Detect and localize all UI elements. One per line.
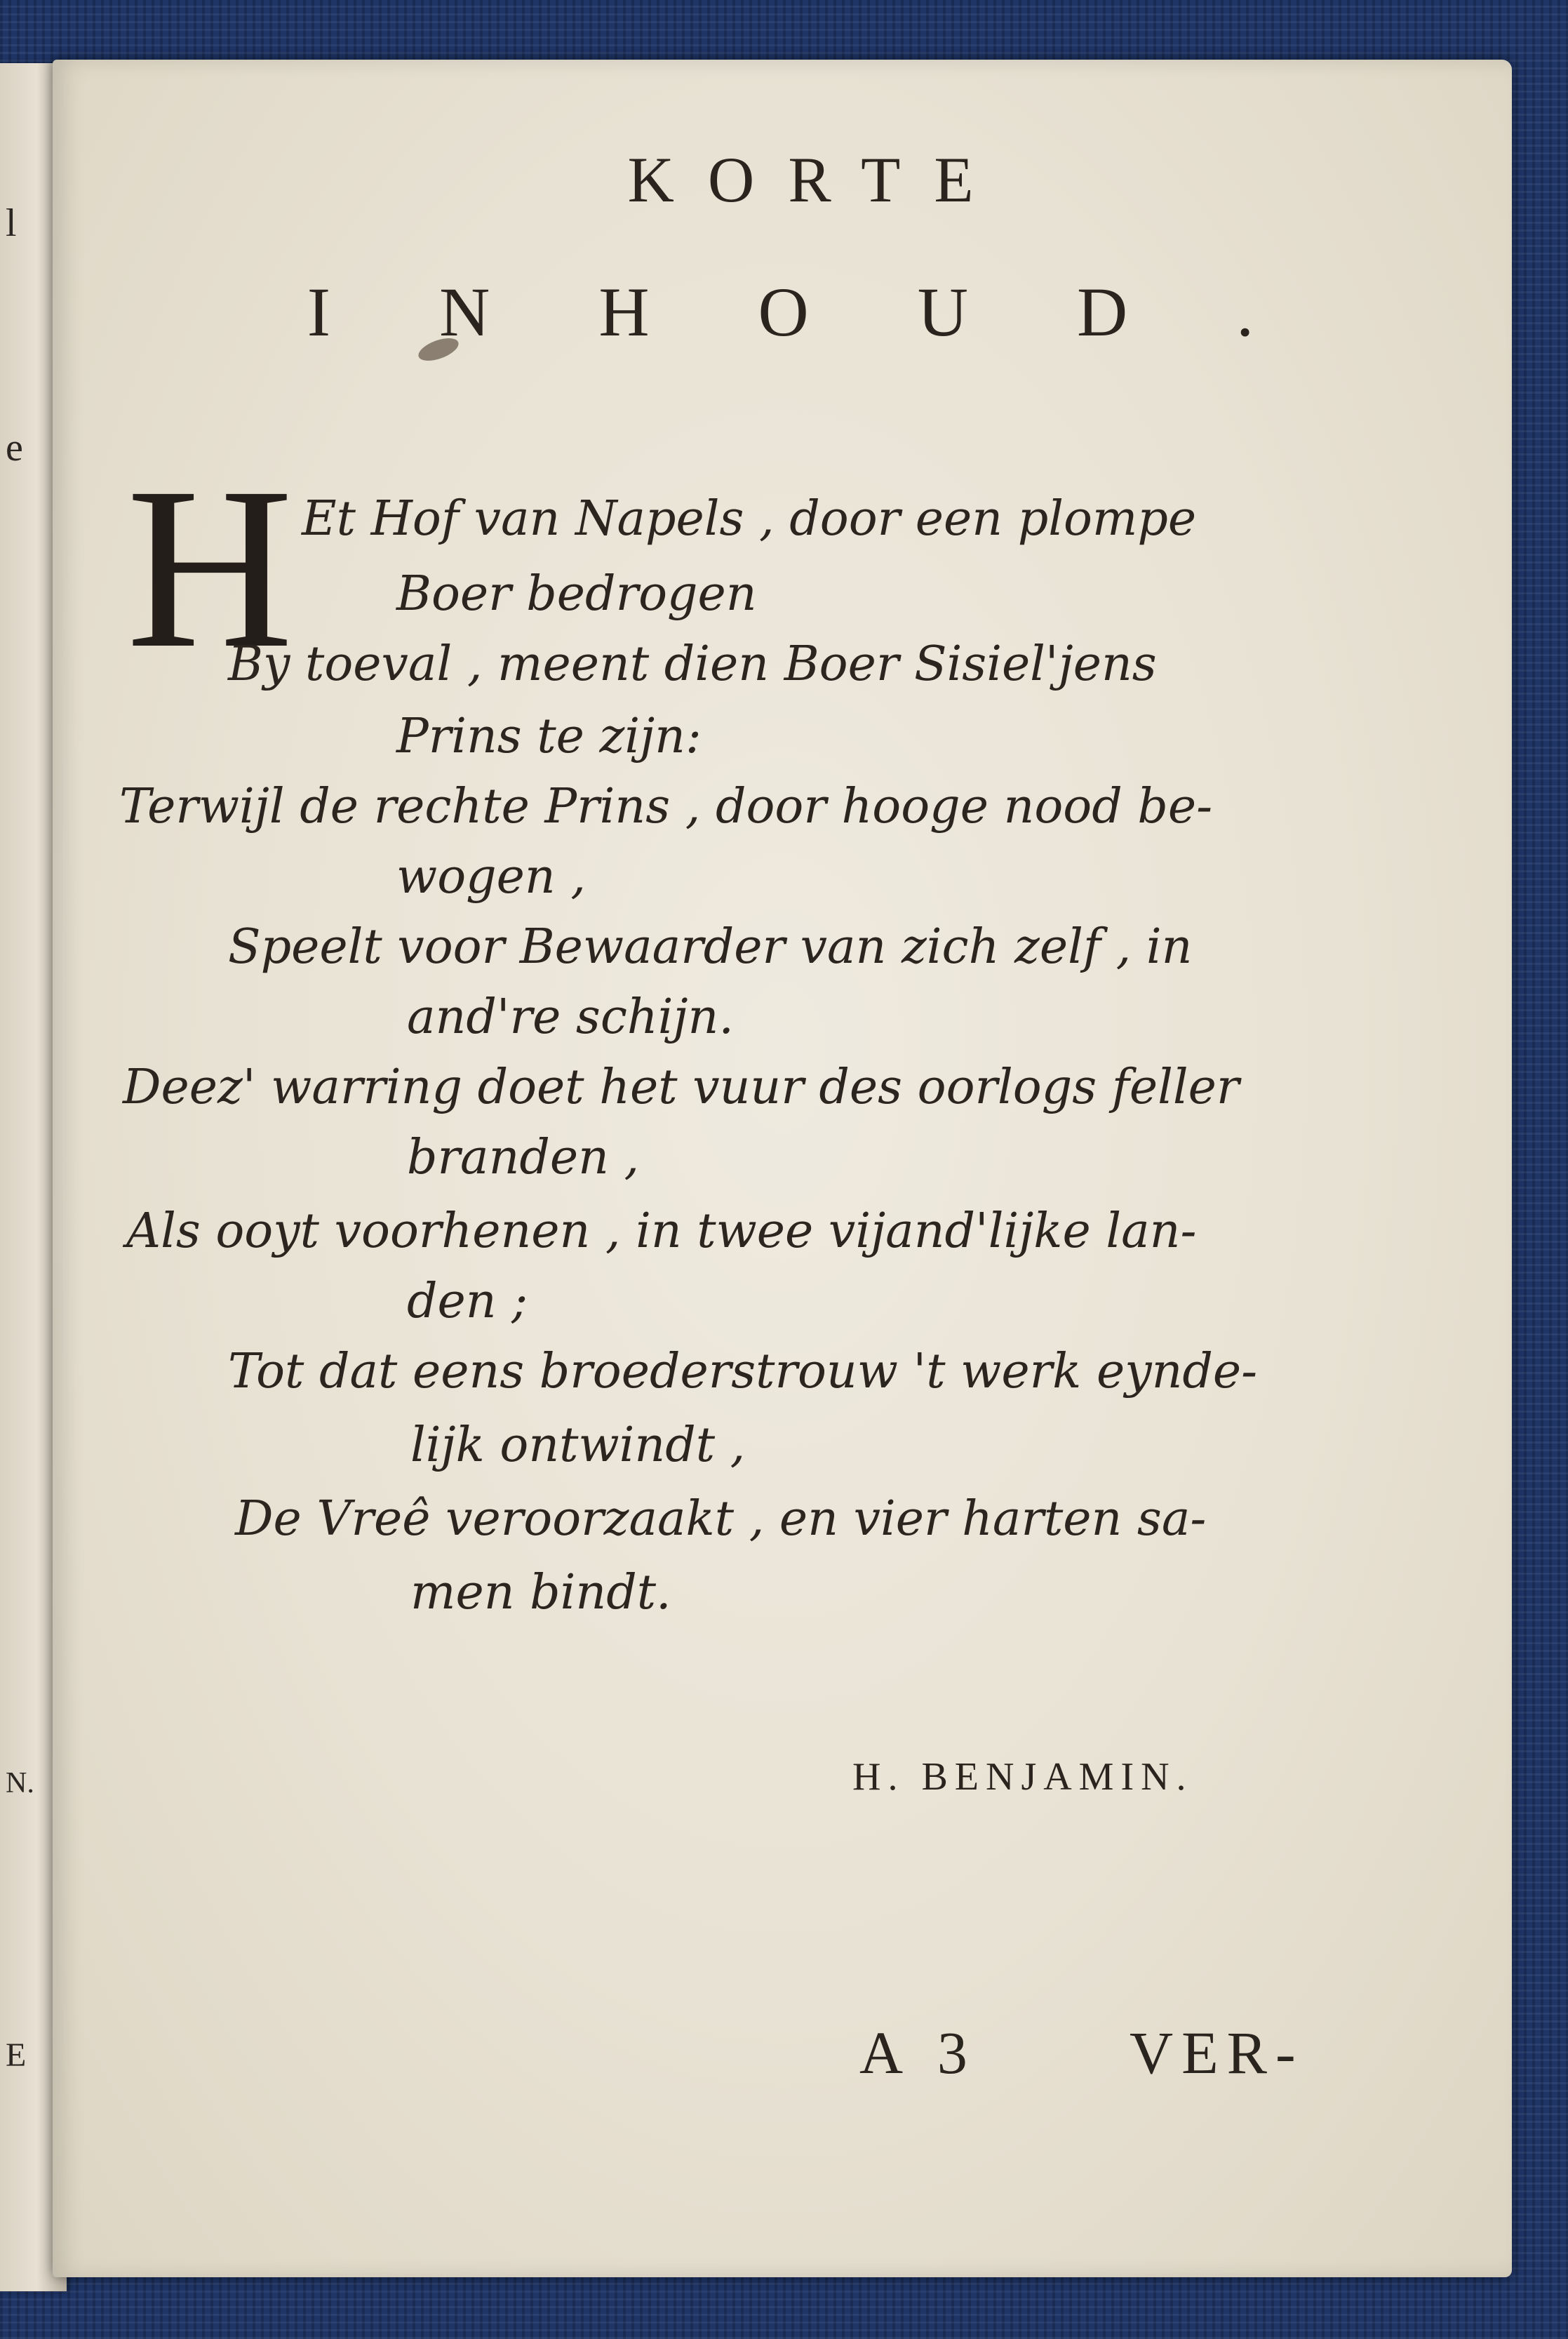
poem-line: branden , <box>407 1130 640 1185</box>
poem-line: Als ooyt voorhenen , in twee vijand'lijke lan- <box>126 1204 1197 1259</box>
adjacent-page-fragment: e <box>6 426 23 469</box>
book-page <box>53 60 1512 2277</box>
poem-line: Tot dat eens broederstrouw 't werk eynde- <box>228 1344 1258 1399</box>
author-signature: H. BENJAMIN. <box>852 1755 1193 1799</box>
poem-line: lijk ontwindt , <box>410 1418 746 1473</box>
poem-line: Prins te zijn: <box>396 709 702 764</box>
poem-line: Speelt voor Bewaarder van zich zelf , in <box>228 919 1193 975</box>
poem-line: By toeval , meent dien Boer Sisiel'jens <box>228 637 1157 692</box>
poem-line: men bindt. <box>410 1565 671 1620</box>
poem-line: Et Hof van Napels , door een plompe <box>302 491 1197 547</box>
poem-line: Boer bedrogen <box>396 566 757 622</box>
poem-line: Deez' warring doet het vuur des oorlogs feller <box>123 1060 1240 1115</box>
adjacent-page-fragment: E <box>6 2037 27 2074</box>
poem-line: Terwijl de rechte Prins , door hooge nood be- <box>119 779 1213 834</box>
poem-line: De Vreê veroorzaakt , en vier harten sa- <box>235 1491 1207 1547</box>
adjacent-page-fragment: l <box>6 201 17 245</box>
drop-capital: H <box>126 440 294 696</box>
poem-line: wogen , <box>396 849 586 905</box>
poem-line: den ; <box>407 1274 528 1329</box>
adjacent-page-fragment: N. <box>6 1767 34 1799</box>
heading-inhoud: INHOUD. <box>307 273 1363 351</box>
catchword: VER- <box>1130 2019 1304 2086</box>
signature-mark: A 3 <box>859 2019 979 2086</box>
heading-korte: KORTE <box>627 144 1007 215</box>
poem-line: and're schijn. <box>407 989 734 1045</box>
